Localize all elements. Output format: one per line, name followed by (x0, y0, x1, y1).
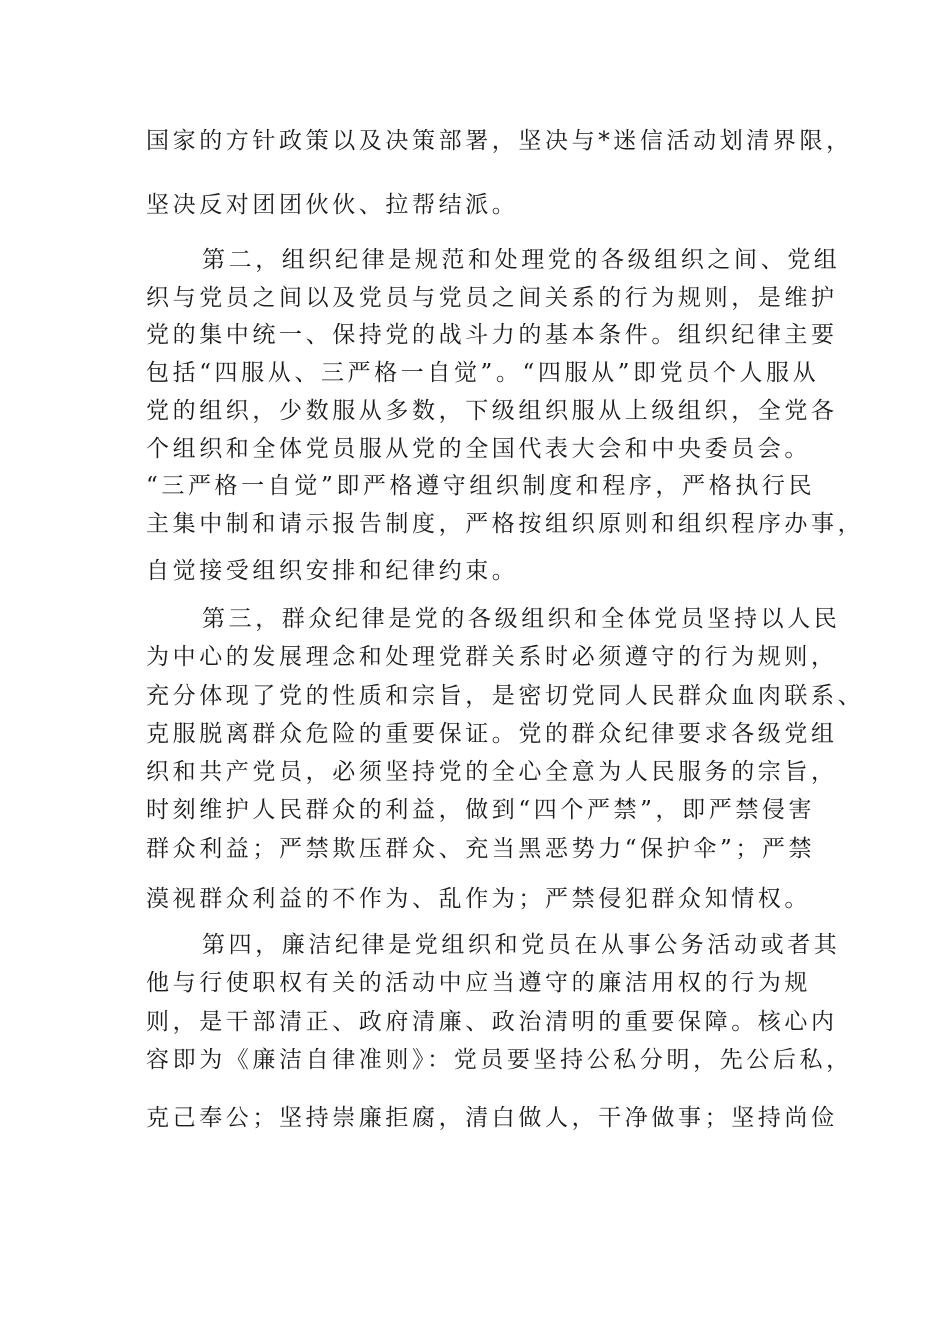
text-line-10: 主集中制和请示报告制度，严格按组织原则和组织程序办事， (146, 511, 865, 537)
text-line-3: 第二，组织纪律是规范和处理党的各级组织之间、党组 (202, 247, 841, 273)
text-line-16: 织和共产党员，必须坚持党的全心全意为人民服务的宗旨， (146, 759, 838, 785)
text-line-17: 时刻维护人民群众的利益，做到“四个严禁”，即严禁侵害 (146, 797, 816, 823)
text-line-2: 坚决反对团团伙伙、拉帮结派。 (146, 192, 519, 218)
text-line-5: 党的集中统一、保持党的战斗力的基本条件。组织纪律主要 (146, 322, 838, 348)
text-line-21: 他与行使职权有关的活动中应当遵守的廉洁用权的行为规 (146, 970, 811, 996)
text-line-22: 则，是干部清正、政府清廉、政治清明的重要保障。核心内 (146, 1009, 838, 1035)
text-line-15: 克服脱离群众危险的重要保证。党的群众纪律要求各级党组 (146, 721, 838, 747)
text-line-7: 党的组织，少数服从多数，下级组织服从上级组织，全党各 (146, 398, 838, 424)
text-line-14: 充分体现了党的性质和宗旨，是密切党同人民群众血肉联系、 (146, 683, 865, 709)
text-line-1: 国家的方针政策以及决策部署，坚决与*迷信活动划清界限， (146, 128, 853, 154)
text-line-18: 群众利益；严禁欺压群众、充当黑恶势力“保护伞”；严禁 (146, 836, 816, 862)
text-line-4: 织与党员之间以及党员与党员之间关系的行为规则，是维护 (146, 285, 838, 311)
text-line-19: 漠视群众利益的不作为、乱作为；严禁侵犯群众知情权。 (146, 886, 811, 912)
text-line-11: 自觉接受组织安排和纪律约束。 (146, 558, 519, 584)
text-line-9: “三严格一自觉”即严格遵守组织制度和程序，严格执行民 (146, 473, 816, 499)
text-line-12: 第三，群众纪律是党的各级组织和全体党员坚持以人民 (202, 606, 841, 632)
text-line-20: 第四，廉洁纪律是党组织和党员在从事公务活动或者其 (202, 932, 841, 958)
text-line-24: 克己奉公；坚持崇廉拒腐，清白做人，干净做事；坚持尚俭 (146, 1105, 838, 1131)
text-line-8: 个组织和全体党员服从党的全国代表大会和中央委员会。 (146, 436, 811, 462)
text-line-13: 为中心的发展理念和处理党群关系时必须遵守的行为规则， (146, 644, 838, 670)
text-line-23: 容即为《廉洁自律准则》：党员要坚持公私分明，先公后私， (146, 1047, 853, 1073)
text-line-6: 包括“四服从、三严格一自觉”。“四服从”即党员个人服从 (146, 360, 820, 386)
